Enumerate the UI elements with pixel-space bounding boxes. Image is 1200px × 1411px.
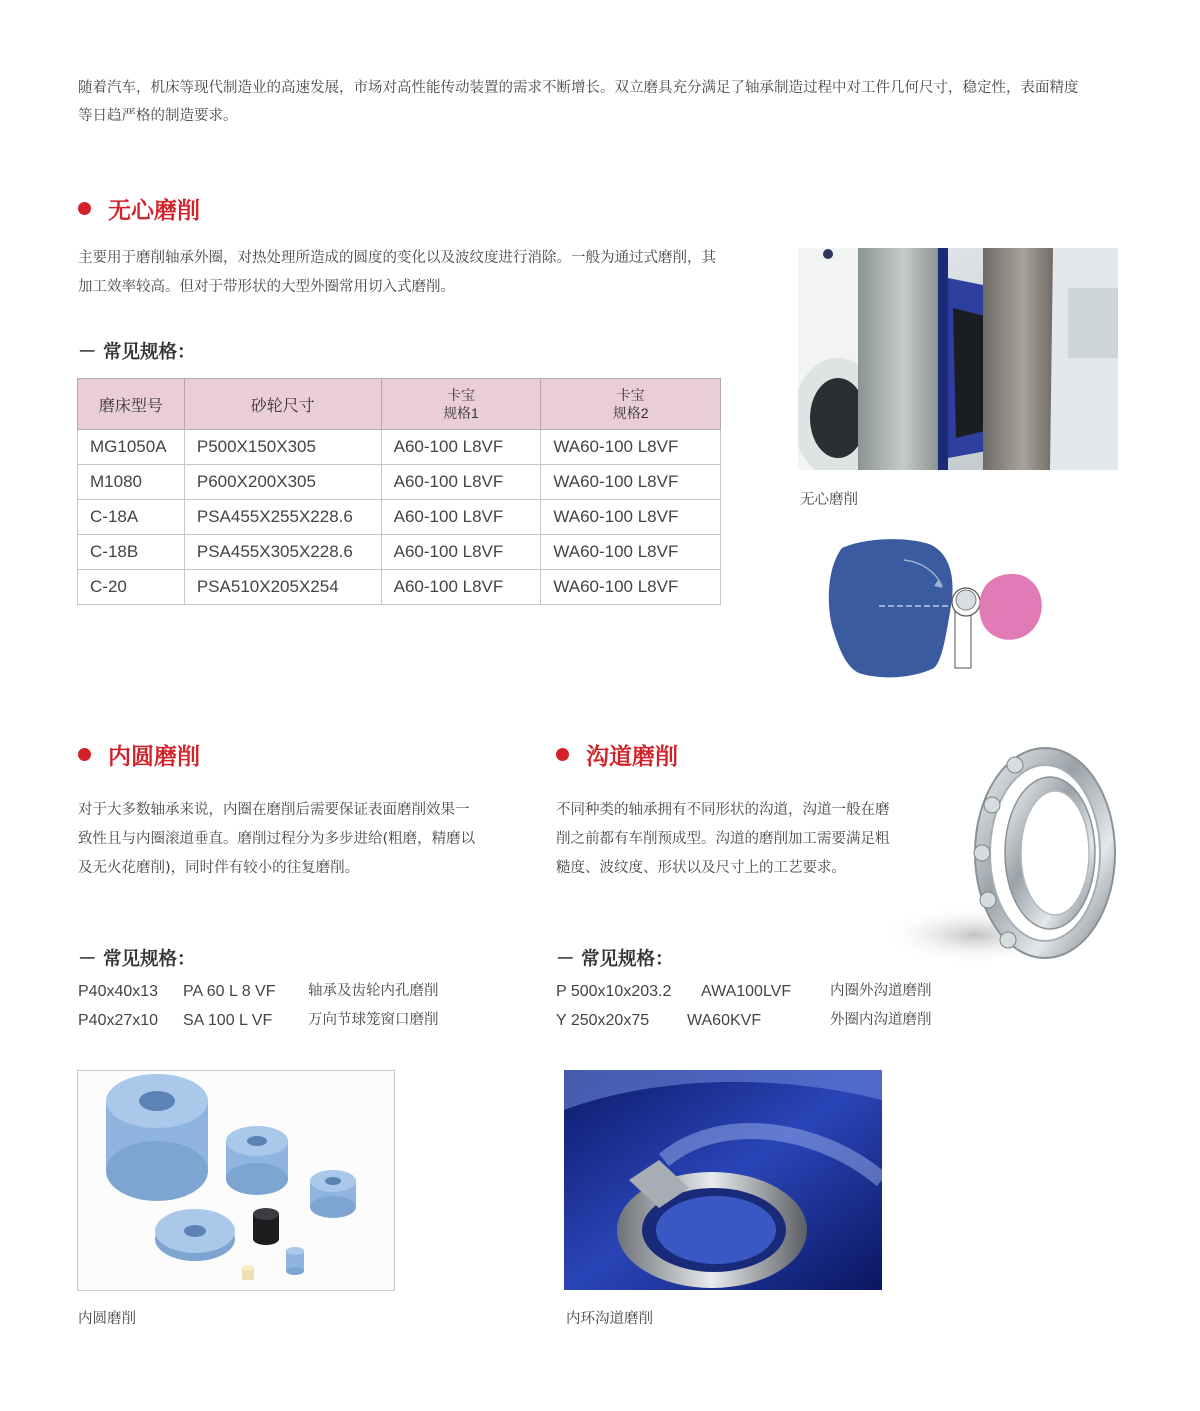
internal-grinding-wheels-photo — [77, 1070, 395, 1291]
section-title-text: 沟道磨削 — [586, 744, 678, 770]
spec-size: P40x40x13 — [78, 983, 159, 1000]
cell-model: C-18A — [78, 500, 185, 535]
table-row — [78, 465, 721, 500]
cell-model: C-18B — [78, 535, 185, 570]
spec-size: P40x27x10 — [78, 1012, 159, 1029]
spec-use: 内圈外沟道磨削 — [830, 983, 932, 999]
spec-size: Y 250x20x75 — [556, 1012, 650, 1029]
centerless-principle-diagram — [824, 536, 1054, 682]
cell-spec-2: WA60-100 L8VF — [541, 465, 721, 500]
groove-spec-list — [556, 977, 976, 1035]
cell-spec-1: A60-100 L8VF — [381, 430, 541, 465]
spec-table — [77, 378, 721, 605]
cell-wheel-size: PSA455X305X228.6 — [184, 535, 381, 570]
cell-spec-1: A60-100 L8VF — [381, 535, 541, 570]
list-item — [78, 977, 518, 1006]
cell-spec-2: WA60-100 L8VF — [541, 535, 721, 570]
spec-grade: PA 60 L 8 VF — [183, 983, 276, 1000]
header-spec-label: 规格2 — [612, 405, 649, 421]
cell-model: MG1050A — [78, 430, 185, 465]
ball-bearing-image — [880, 735, 1125, 970]
cell-spec-2: WA60-100 L8VF — [541, 500, 721, 535]
centerless-paragraph: 主要用于磨削轴承外圈，对热处理所造成的圆度的变化以及波纹度进行消除。一般为通过式磨削，其加工效率较高。但对于带形状的大型外圈常用切入式磨削。 — [78, 250, 716, 295]
inner-ring-groove-photo — [564, 1070, 882, 1290]
header-brand: 卡宝 — [446, 387, 475, 403]
table-row — [78, 570, 721, 605]
spec-size: P 500x10x203.2 — [556, 983, 672, 1000]
spec-grade: WA60KVF — [687, 1012, 762, 1029]
cell-model: M1080 — [78, 465, 185, 500]
photo-caption-internal: 内圆磨削 — [78, 1311, 136, 1327]
cell-wheel-size: PSA510X205X254 — [184, 570, 381, 605]
cell-spec-1: A60-100 L8VF — [381, 500, 541, 535]
photo-caption-groove: 内环沟道磨削 — [566, 1311, 653, 1327]
spec-use: 万向节球笼窗口磨削 — [308, 1012, 439, 1028]
header-machine-model: 磨床型号 — [78, 379, 185, 430]
bullet-dot-icon — [78, 202, 91, 215]
table-row — [78, 535, 721, 570]
cell-wheel-size: PSA455X255X228.6 — [184, 500, 381, 535]
list-item — [78, 1006, 518, 1035]
photo-caption-centerless: 无心磨削 — [800, 492, 858, 508]
cell-model: C-20 — [78, 570, 185, 605]
bullet-dot-icon — [78, 748, 91, 761]
spec-grade: SA 100 L VF — [183, 1012, 273, 1029]
header-spec-label: 规格1 — [443, 405, 479, 421]
cell-spec-1: A60-100 L8VF — [381, 570, 541, 605]
cell-spec-2: WA60-100 L8VF — [541, 430, 721, 465]
section-title-internal — [78, 738, 200, 771]
spec-title-centerless: － 常见规格： — [78, 342, 196, 363]
groove-paragraph: 不同种类的轴承拥有不同形状的沟道，沟道一般在磨削之前都有车削预成型。沟道的磨削加工需要满足粗糙度、波纹度、形状以及尺寸上的工艺要求。 — [556, 802, 890, 876]
internal-paragraph: 对于大多数轴承来说，内圈在磨削后需要保证表面磨削效果一致性且与内圈滚道垂直。磨削过程分为多步进给(粗磨，精磨以及无火花磨削)，同时伴有较小的往复磨削。 — [78, 802, 476, 876]
cell-wheel-size: P500X150X305 — [184, 430, 381, 465]
spec-table-header — [78, 379, 721, 430]
header-spec-2 — [541, 379, 721, 430]
centerless-grinding-photo — [798, 248, 1118, 470]
header-brand: 卡宝 — [616, 387, 645, 403]
intro-text: 随着汽车，机床等现代制造业的高速发展，市场对高性能传动装置的需求不断增长。双立磨具充分满足了轴承制造过程中对工件几何尺寸，稳定性，表面精度等日趋严格的制造要求。 — [78, 80, 1079, 124]
spec-use: 轴承及齿轮内孔磨削 — [308, 983, 439, 999]
spec-use: 外圈内沟道磨削 — [830, 1012, 932, 1028]
cell-spec-1: A60-100 L8VF — [381, 465, 541, 500]
section-title-groove — [556, 738, 678, 771]
section-title-text: 内圆磨削 — [108, 744, 200, 770]
bullet-dot-icon — [556, 748, 569, 761]
table-row — [78, 430, 721, 465]
section-title-text: 无心磨削 — [108, 198, 200, 224]
cell-wheel-size: P600X200X305 — [184, 465, 381, 500]
section-title-centerless — [78, 192, 200, 225]
spec-title-groove: － 常见规格： — [556, 949, 674, 970]
spec-title-internal: － 常见规格： — [78, 949, 196, 970]
list-item — [556, 977, 976, 1006]
internal-spec-list — [78, 977, 518, 1035]
table-row — [78, 500, 721, 535]
header-spec-1 — [381, 379, 541, 430]
header-wheel-size: 砂轮尺寸 — [184, 379, 381, 430]
cell-spec-2: WA60-100 L8VF — [541, 570, 721, 605]
spec-grade: AWA100LVF — [701, 983, 792, 1000]
list-item — [556, 1006, 976, 1035]
